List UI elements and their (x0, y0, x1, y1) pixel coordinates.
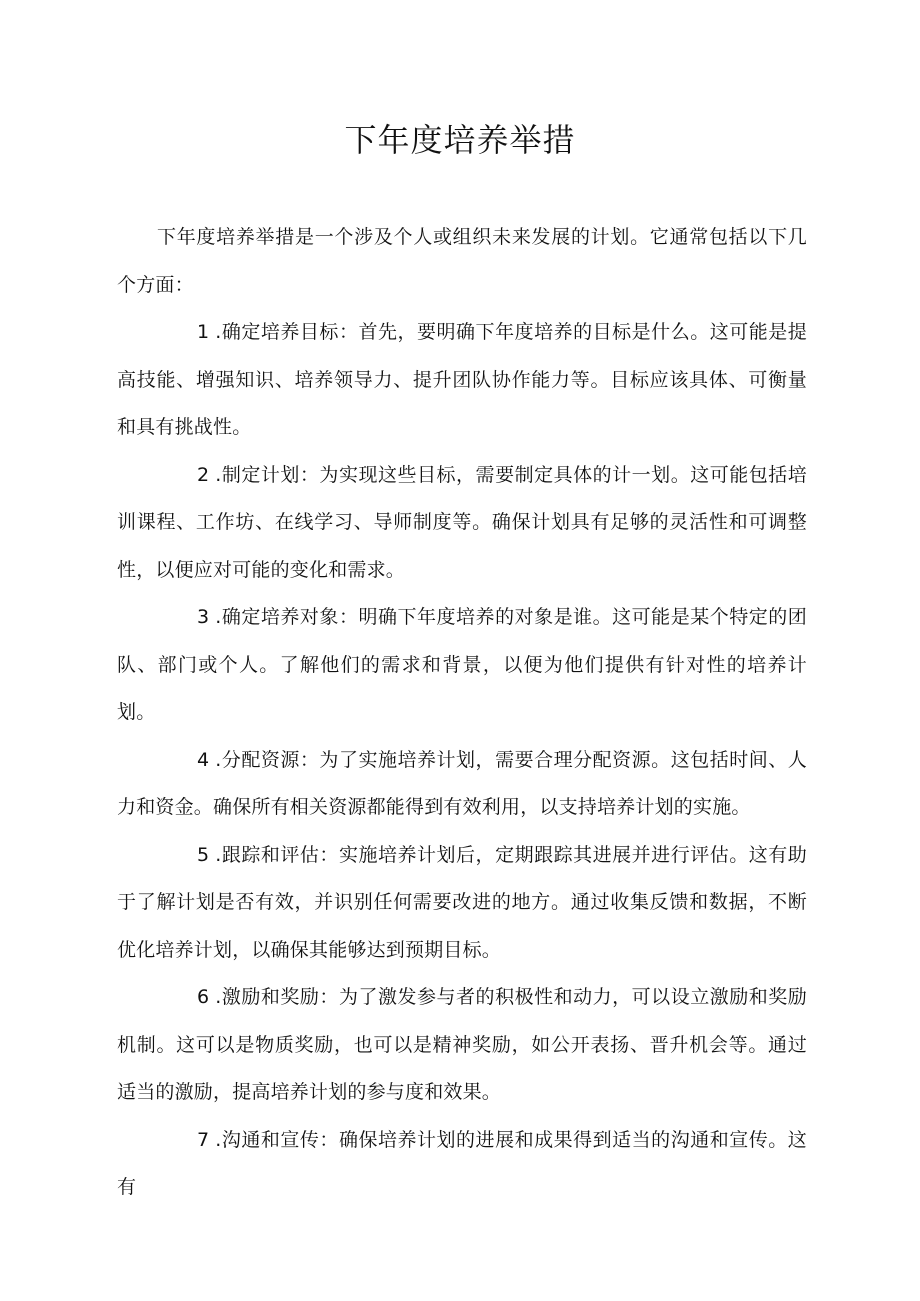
list-item-2 (117, 452, 807, 595)
list-item-number: 3 (197, 606, 210, 628)
list-item-text: .确定培养目标：首先，要明确下年度培养的目标是什么。这可能是提高技能、增强知识、培养领导力、提升团队协作能力等。目标应该具体、可衡量和具有挑战性。 (117, 321, 807, 438)
list-item-3 (117, 594, 807, 737)
list-item-number: 2 (197, 463, 210, 486)
document-title: 下年度培养举措 (344, 121, 576, 159)
document-body (117, 214, 807, 1212)
list-item-number: 6 (197, 986, 210, 1008)
list-item-4 (117, 737, 807, 832)
list-item-6 (117, 974, 807, 1117)
list-item-number: 5 (197, 843, 210, 866)
list-item-text: .分配资源：为了实施培养计划，需要合理分配资源。这包括时间、人力和资金。确保所有相关资源都能得到有效利用，以支持培养计划的实施。 (117, 748, 807, 818)
list-item-text: .跟踪和评估：实施培养计划后，定期跟踪其进展并进行评估。这有助于了解计划是否有效，并识别任何需要改进的地方。通过收集反馈和数据，不断优化培养计划，以确保其能够达到预期目标。 (117, 843, 807, 961)
list-item-text: .制定计划：为实现这些目标，需要制定具体的计一划。这可能包括培训课程、工作坊、在线学习、导师制度等。确保计划具有足够的灵活性和可调整性，以便应对可能的变化和需求。 (117, 463, 807, 581)
list-item-7 (117, 1117, 807, 1212)
intro-paragraph: 下年度培养举措是一个涉及个人或组织未来发展的计划。它通常包括以下几个方面： (117, 226, 807, 296)
list-item-1 (117, 309, 807, 452)
list-item-number: 4 (197, 748, 210, 771)
list-item-text: .沟通和宣传：确保培养计划的进展和成果得到适当的沟通和宣传。这有 (117, 1128, 807, 1198)
list-item-text: .激励和奖励：为了激发参与者的积极性和动力，可以设立激励和奖励机制。这可以是物质奖励，也可以是精神奖励，如公开表扬、晋升机会等。通过适当的激励，提高培养计划的参与度和效果。 (117, 986, 807, 1103)
list-item-number: 7 (197, 1128, 210, 1151)
list-item-5 (117, 832, 807, 975)
list-item-text: .确定培养对象：明确下年度培养的对象是谁。这可能是某个特定的团队、部门或个人。了解他们的需求和背景，以便为他们提供有针对性的培养计划。 (117, 606, 807, 723)
list-item-number: 1 (197, 321, 210, 343)
